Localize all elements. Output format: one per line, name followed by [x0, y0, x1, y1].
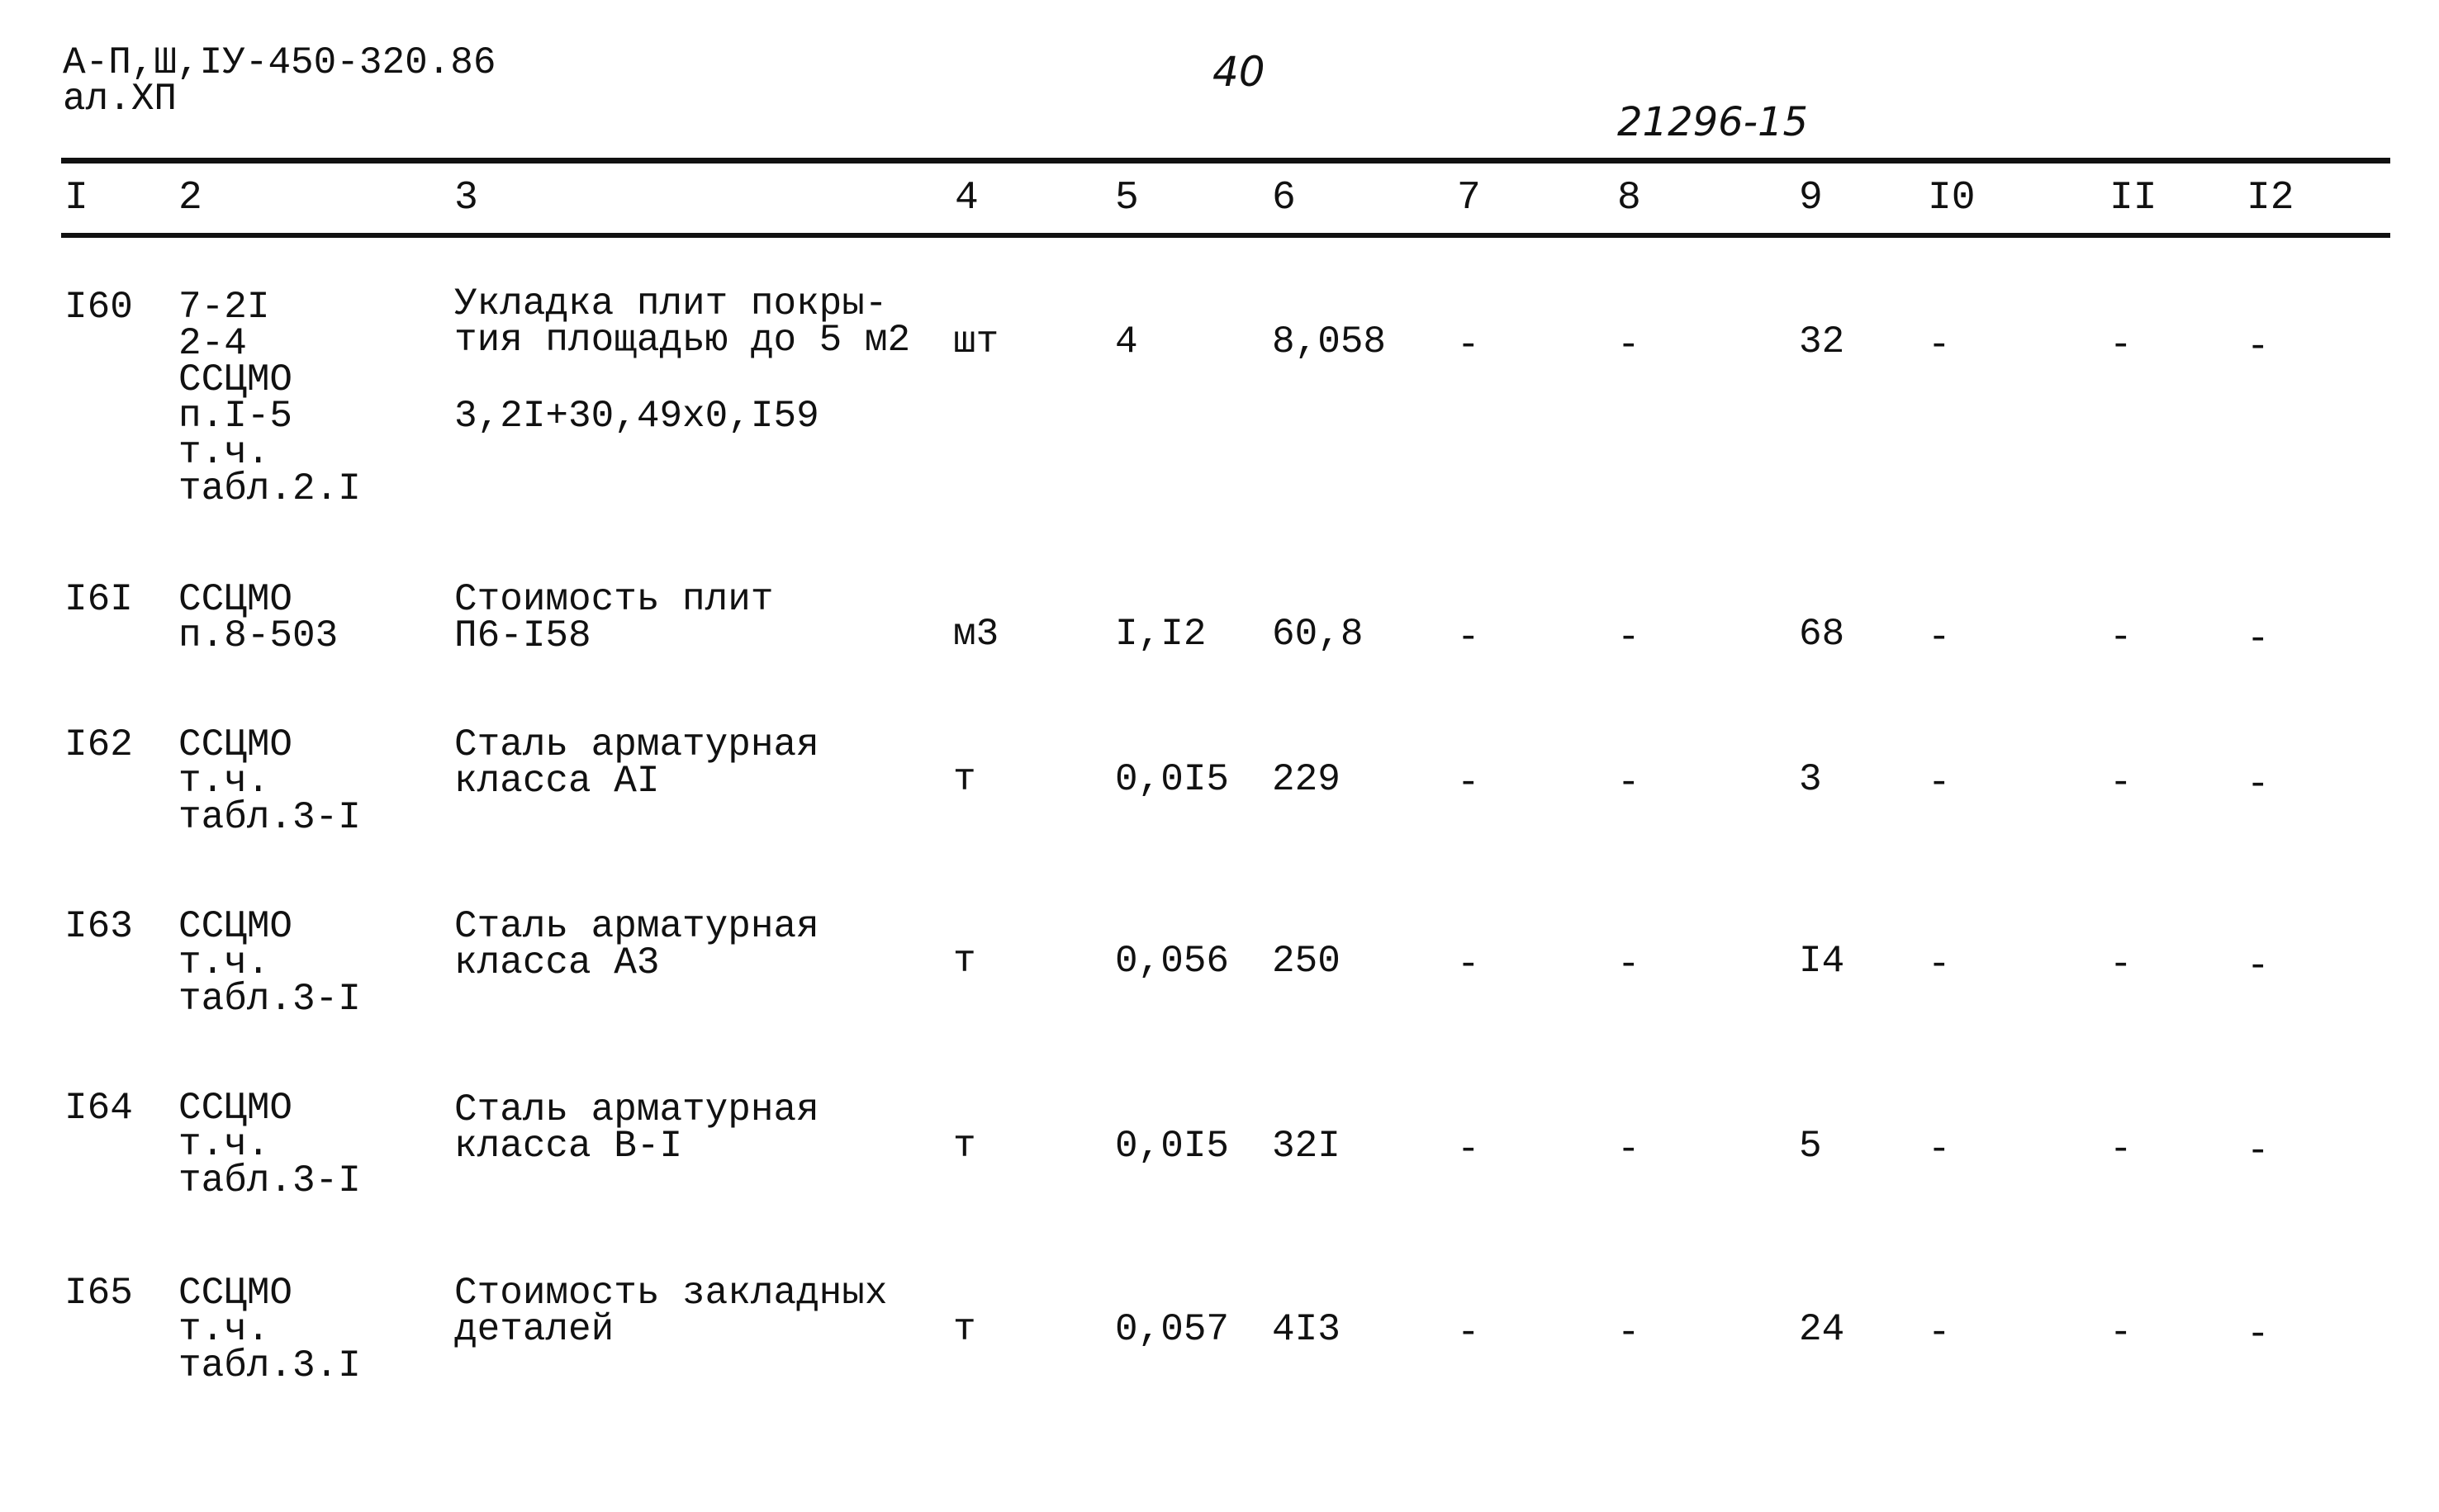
row-col9: 32: [1799, 320, 1845, 363]
column-header-7: 7: [1457, 176, 1481, 220]
row-col7: -: [1457, 324, 1480, 367]
document-code-line1: А-П,Ш,IУ-450-320.86: [63, 41, 496, 84]
row-col9: 24: [1799, 1308, 1845, 1351]
row-basis: ССЦМО т.ч. табл.3-I: [178, 1087, 361, 1202]
column-header-11: II: [2109, 176, 2157, 220]
row-unit: шт: [953, 320, 999, 363]
row-col8: -: [1617, 1128, 1640, 1171]
page-number: 40: [1212, 48, 1265, 96]
column-header-2: 2: [178, 176, 202, 220]
row-unit: т: [953, 1308, 976, 1351]
row-col10: -: [1928, 1128, 1951, 1171]
row-unit: т: [953, 940, 976, 983]
row-number: I65: [64, 1272, 133, 1315]
row-unit: т: [953, 758, 976, 801]
row-col11: -: [2109, 943, 2133, 986]
column-header-4: 4: [955, 176, 979, 220]
row-col12: -: [2247, 618, 2270, 661]
row-work-name: Сталь арматурная класса А3: [454, 905, 819, 984]
row-number: I63: [64, 905, 133, 948]
row-number: I62: [64, 723, 133, 766]
column-header-3: 3: [454, 176, 478, 220]
row-col12: -: [2247, 325, 2270, 368]
row-col12: -: [2247, 1130, 2270, 1173]
table-top-rule: [61, 158, 2390, 164]
row-basis: ССЦМО т.ч. табл.3-I: [178, 905, 361, 1021]
row-col9: 3: [1799, 758, 1822, 801]
row-col11: -: [2109, 616, 2133, 659]
row-unit-price: 4I3: [1272, 1308, 1341, 1351]
row-basis: ССЦМО т.ч. табл.3.I: [178, 1272, 361, 1387]
row-col8: -: [1617, 943, 1640, 986]
row-col7: -: [1457, 616, 1480, 659]
row-work-name: Сталь арматурная класса В-I: [454, 1088, 819, 1168]
row-number: I60: [64, 286, 133, 329]
row-col10: -: [1928, 761, 1951, 804]
column-header-5: 5: [1115, 176, 1139, 220]
row-col7: -: [1457, 1311, 1480, 1354]
column-header-6: 6: [1272, 176, 1296, 220]
row-unit-price: 229: [1272, 758, 1341, 801]
row-col11: -: [2109, 1128, 2133, 1171]
column-header-1: I: [64, 176, 88, 220]
column-header-12: I2: [2247, 176, 2294, 220]
row-quantity: 4: [1115, 320, 1138, 363]
row-quantity: I,I2: [1115, 613, 1207, 656]
row-unit: м3: [953, 613, 999, 656]
row-work-name: Стоимость закладных деталей: [454, 1272, 888, 1351]
row-col12: -: [2247, 945, 2270, 988]
row-col11: -: [2109, 324, 2133, 367]
row-col12: -: [2247, 763, 2270, 806]
row-col12: -: [2247, 1313, 2270, 1356]
document-code: [63, 41, 496, 121]
row-quantity: 0,0I5: [1115, 1125, 1230, 1168]
row-col9: 68: [1799, 613, 1845, 656]
row-work-name: Укладка плит покры- тия площадью до 5 м2: [454, 282, 911, 362]
document-code-line2: ал.ХП: [63, 78, 178, 121]
row-col11: -: [2109, 1311, 2133, 1354]
document-number: 21296-15: [1617, 99, 1809, 145]
row-col7: -: [1457, 943, 1480, 986]
row-number: I64: [64, 1087, 133, 1130]
row-col10: -: [1928, 1311, 1951, 1354]
column-header-9: 9: [1799, 176, 1823, 220]
row-unit-price: 32I: [1272, 1125, 1341, 1168]
row-quantity: 0,057: [1115, 1308, 1230, 1351]
row-col7: -: [1457, 1128, 1480, 1171]
row-unit-price: 250: [1272, 940, 1341, 983]
row-col7: -: [1457, 761, 1480, 804]
column-header-10: I0: [1928, 176, 1976, 220]
row-basis: ССЦМО п.8-503: [178, 578, 339, 657]
row-col8: -: [1617, 761, 1640, 804]
row-work-name: Стоимость плит П6-I58: [454, 578, 774, 657]
row-col8: -: [1617, 616, 1640, 659]
row-col10: -: [1928, 943, 1951, 986]
row-col10: -: [1928, 324, 1951, 367]
row-basis: 7-2I 2-4 ССЦМО п.I-5 т.ч. табл.2.I: [178, 286, 361, 510]
row-col10: -: [1928, 616, 1951, 659]
table-header-rule: [61, 233, 2390, 238]
row-unit: т: [953, 1125, 976, 1168]
row-basis: ССЦМО т.ч. табл.3-I: [178, 723, 361, 839]
row-unit-price: 60,8: [1272, 613, 1364, 656]
row-quantity: 0,0I5: [1115, 758, 1230, 801]
row-col8: -: [1617, 1311, 1640, 1354]
row-col9: 5: [1799, 1125, 1822, 1168]
row-unit-price: 8,058: [1272, 320, 1387, 363]
row-col9: I4: [1799, 940, 1845, 983]
row-formula: 3,2I+30,49х0,I59: [454, 395, 819, 438]
row-quantity: 0,056: [1115, 940, 1230, 983]
row-col11: -: [2109, 761, 2133, 804]
row-work-name: Сталь арматурная класса АI: [454, 723, 819, 803]
row-col8: -: [1617, 324, 1640, 367]
column-header-8: 8: [1617, 176, 1641, 220]
row-number: I6I: [64, 578, 133, 621]
